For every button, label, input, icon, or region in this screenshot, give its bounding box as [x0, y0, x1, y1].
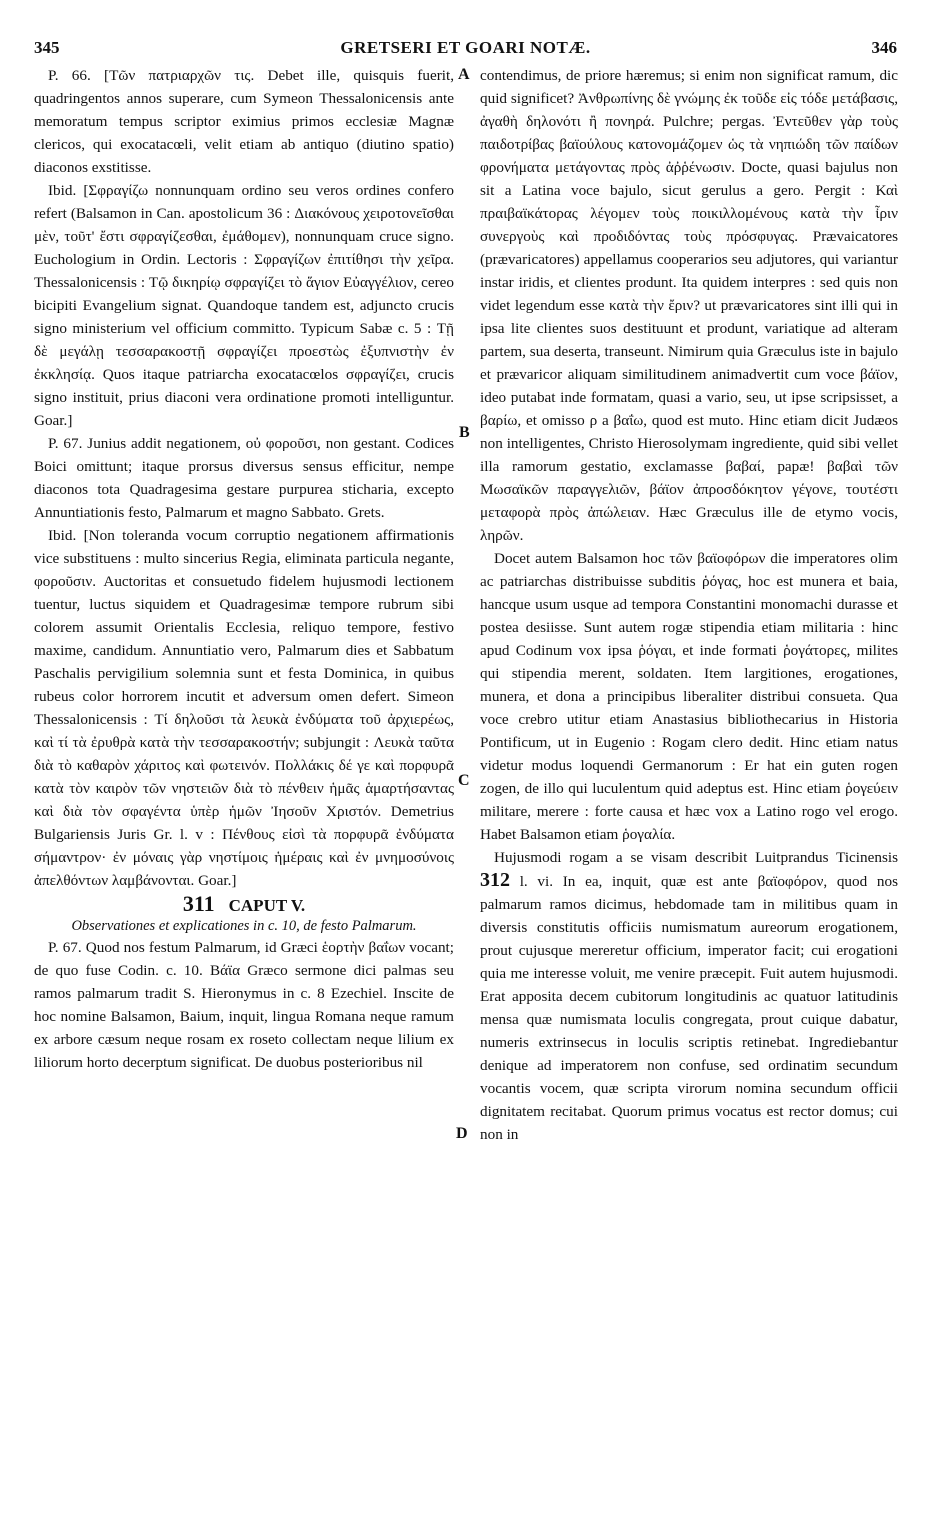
page-number-left: 345 — [34, 38, 60, 57]
page-number-right: 346 — [871, 38, 897, 57]
right-paragraph-3-end: l. vi. In ea, inquit, quæ est ante βαϊοφόρον, quod nos palmarum ramos dicimus, hebdomade tam in militibus quam in diversis constitutis officiis numismatum aureorum erogationem, prout cujusque mereretur officium, imperator facit; cui erogationi quia me interesse voluit, me venire præcepit. Fuit autem hujusmodi. Erat apposita decem cubitorum longitudinis ac quatuor latitudinis mensa quæ numismata loculis congregata, prout cuique dabatur, numeris extrinsecus in loculis scriptis retinebat. Ingrediebantur denique ad imperatorem non confuse, sed ordinatim secundum vocantis vocem, quæ scripta virorum nomina secundum officii dignitatem recitabat. Quorum primus vocatus est rector domus; cui non in — [480, 873, 899, 1143]
left-column — [34, 64, 454, 1074]
margin-marker-d: D — [456, 1125, 468, 1142]
left-paragraph-1: P. 66. [Τῶν πατριαρχῶν τις. Debet ille, quisquis fuerit, quadringentos annos superare, cum Symeon Thessalonicensis ante memoratum tempus scriptor eximius primos ecclesiæ Magnæ clericos, qui exocatacœli, velit etiam ab antiquo (diutino spatio) diaconos exstitisse. — [34, 67, 454, 176]
left-paragraph-5: P. 67. Quod nos festum Palmarum, id Græci ἑορτὴν βαΐων vocant; de quo fuse Codin. c. 10. Βάϊα Græco sermone dici palmas seu ramos palmarum tradit S. Hieronymus in c. 8 Ezechiel. Inscite de hoc nomine Balsamon, Baium, inquit, lingua Romana neque ramum ex arbore cæsum neque rosam ex roseto collectam neque lilium ex liliorum horto decerptum significat. De duobus posterioribus nil — [34, 939, 454, 1071]
running-title: GRETSERI ET GOARI NOTÆ. — [340, 38, 591, 57]
left-paragraph-4: Ibid. [Non toleranda vocum corruptio negationem affirmationis vice substituens : multo sincerius Regia, eliminata particula negante, φοροῦσιν. Auctoritas et consuetudo fidelem hujusmodi lectionem tuentur, luctus siquidem et Quadragesimæ tempore rubrum sibi colorem assumit Orientalis Ecclesia, reliquo tempore, festivo maxime, candidum. Annuntiatio vero, Palmarum dies et Sabbatum Paschalis pervigilium solemnia sunt et festa Dominica, in quibus rubeus color horrorem incutit et adversum omen defert. Simeon Thessalonicensis : Τί δηλοῦσι τὰ λευκὰ ἐνδύματα τοῦ ἀρχιερέως, καὶ τί τὰ ἐρυθρὰ κατὰ τὴν τεσσαρακοστήν; subjungit : Λευκὰ ταῦτα διὰ τὸ καθαρὸν χάριτος καὶ φωτεινόν. Πολλάκις δέ γε καὶ πορφυρᾶ κατὰ τὸν καιρὸν τῶν νηστειῶν διὰ τὸ πένθειν ἡμᾶς ἁμαρτήσαντας καὶ διὰ τὸν σφαγέντα ὑπὲρ ἡμῶν Ἰησοῦν Χριστόν. Demetrius Bulgariensis Juris Gr. l. v : Πένθους εἰσὶ τὰ πορφυρᾶ ἐνδύματα σήμαντρον· ἐν μόναις γὰρ νηστίμοις ἡμέραις καὶ ἐν μνημοσύνοις ἀπελθόντων λαμβάνονται. Goar.] — [34, 527, 454, 889]
right-paragraph-3 — [480, 846, 898, 1146]
right-paragraph-3-start: Hujusmodi rogam a se visam describit Luitprandus Ticinensis — [494, 849, 898, 866]
chapter-heading — [34, 892, 454, 917]
chapter-number: 311 — [182, 891, 215, 916]
chapter-subtitle: Observationes et explicationes in c. 10, de festo Palmarum. — [71, 918, 417, 934]
right-paragraph-2: Docet autem Balsamon hoc τῶν βαϊοφόρων die imperatores olim ac patriarchas distribuisse subditis ῥόγας, hoc est munera et baia, hancque usum usque ad tempora Constantini monomachi durasse et postea desiisse. Sunt autem rogæ stipendia etiam militaria : hinc apud Codinum vox ipsa ῥόγαι, et inde formati ῥογάτορες, milites qui stipendia merent, soldaten. Item largitiones, erogationes, munera, et dona a principibus liberaliter distribui consueta. Qua voce crebro utitur etiam Anastasius bibliothecarius in Historia Pontificum, ut in Eugenio : Rogam clero dedit. Hinc etiam natus videtur modus loquendi Germanorum : Er hat ein guten rogen zogen, de illo qui luculentum quid adeptus est. Hinc etiam ῥογεύειν militare, merere : forte causa et hæc vox a Latino rogo vel erogo. Habet Balsamon etiam ῥογαλία. — [480, 550, 898, 843]
left-paragraph-2: Ibid. [Σφραγίζω nonnunquam ordino seu veros ordines confero refert (Balsamon in Can. apostolicum 36 : Διακόνους χειροτονεῖσθαι μὲν, τοῦτ' ἔστι σφραγίζεσθαι, ἐμάθομεν), nonnunquam cruce signo. Euchologium in Ordin. Lectoris : Σφραγίζων ἐπιτίθησι τὴν χεῖρα. Thessalonicensis : Τῷ δικηρίῳ σφραγίζει τὸ ἅγιον Εὐαγγέλιον, cereo bicipiti Evangelium signat. Quandoque tandem est, adjuncto crucis signo ministerium vel officium committo. Typicum Sabæ c. 5 : Τῇ δὲ μεγάλῃ τεσσαρακοστῇ σφραγίζει προεστὼς ἐξυπνιστὴν ἐν ἐκκλησίᾳ. Quos itaque patriarcha exocatacœlos σφραγίζει, crucis signo instituit, prius diaconi vera ordinatione promoti intelliguntur. Goar.] — [34, 182, 454, 429]
margin-marker-c: C — [458, 772, 470, 789]
margin-marker-b: B — [459, 424, 470, 441]
running-header — [34, 38, 897, 60]
left-paragraph-3: P. 67. Junius addit negationem, οὐ φοροῦσι, non gestant. Codices Boici omittunt; itaque prorsus diversus sensus efficitur, nempe diaconos tota Quadragesima gestare purpurea sticharia, excepto Annuntiationis festo, Palmarum et magno Sabbato. Grets. — [34, 435, 454, 521]
right-paragraph-1: contendimus, de priore hæremus; si enim non significat ramum, dic quid significet? Ἀνθρωπίνης δὲ γνώμης ἐκ τοῦδε εἰς τόδε μετάβασις, ἀγαθὴ δηλονότι ἢ πονηρά. Pulchre; pergas. Ἐντεῦθεν γὰρ τοὺς παιδοτρίβας βαϊούλους κατονομάζομεν ὡς τὰ νηπιώδη τῶν παίδων φρονήματα μετάγοντας πρὸς ἀῤῥένωσιν. Docte, quasi bajulus non sit a Latina voce bajulo, sicut gerulus a gero. Pergit : Καὶ πραιβαϊκάτορας λέγομεν τοὺς ποικιλλομένους κατὰ τὴν ἶριν συνεργοὺς καὶ προδιδόντας τοὺς πρόσφυγας. Prævaicatores (prævaricatores) appellamus cooperarios seu adjutores, qui variantur instar iridis, et clientes produnt. Ita quidem interpres : sed quis non videt legendum esse κατὰ τὴν ἔριν? ut prævaricatores sint illi qui in ipsa lite clientes suos destituunt et produnt, variatique ad alteram partem, sua deserta, transeunt. Nimirum quia Græculus iste in bajulo et prævaricor aliquam similitudinem animadvertit cum voce βάϊον, ideo putabat inde formatam, quasi a vario, seu, ut ipse scripsisset, a βαρίω, et omisso ρ a βαΐω, quod est muto. Hinc etiam dicit Judæos non intelligentes, Christo Hierosolymam ingrediente, quid sibi vellet illa ramorum gestatio, exclamasse βαβαί, papæ! βαβαὶ τῶν Μωσαϊκῶν παραγγελιῶν, βάϊον ἀπροσδόκητον γέγονε, τουτέστι μεταφορὰ πρὸς ἀπώλειαν. Hæc Græculus ille de etymo vocis, ληρῶν. — [480, 67, 898, 544]
margin-marker-a: A — [458, 66, 470, 83]
reference-number: 312 — [480, 869, 510, 891]
chapter-title: CAPUT V. — [228, 896, 306, 915]
right-column — [480, 64, 898, 1146]
